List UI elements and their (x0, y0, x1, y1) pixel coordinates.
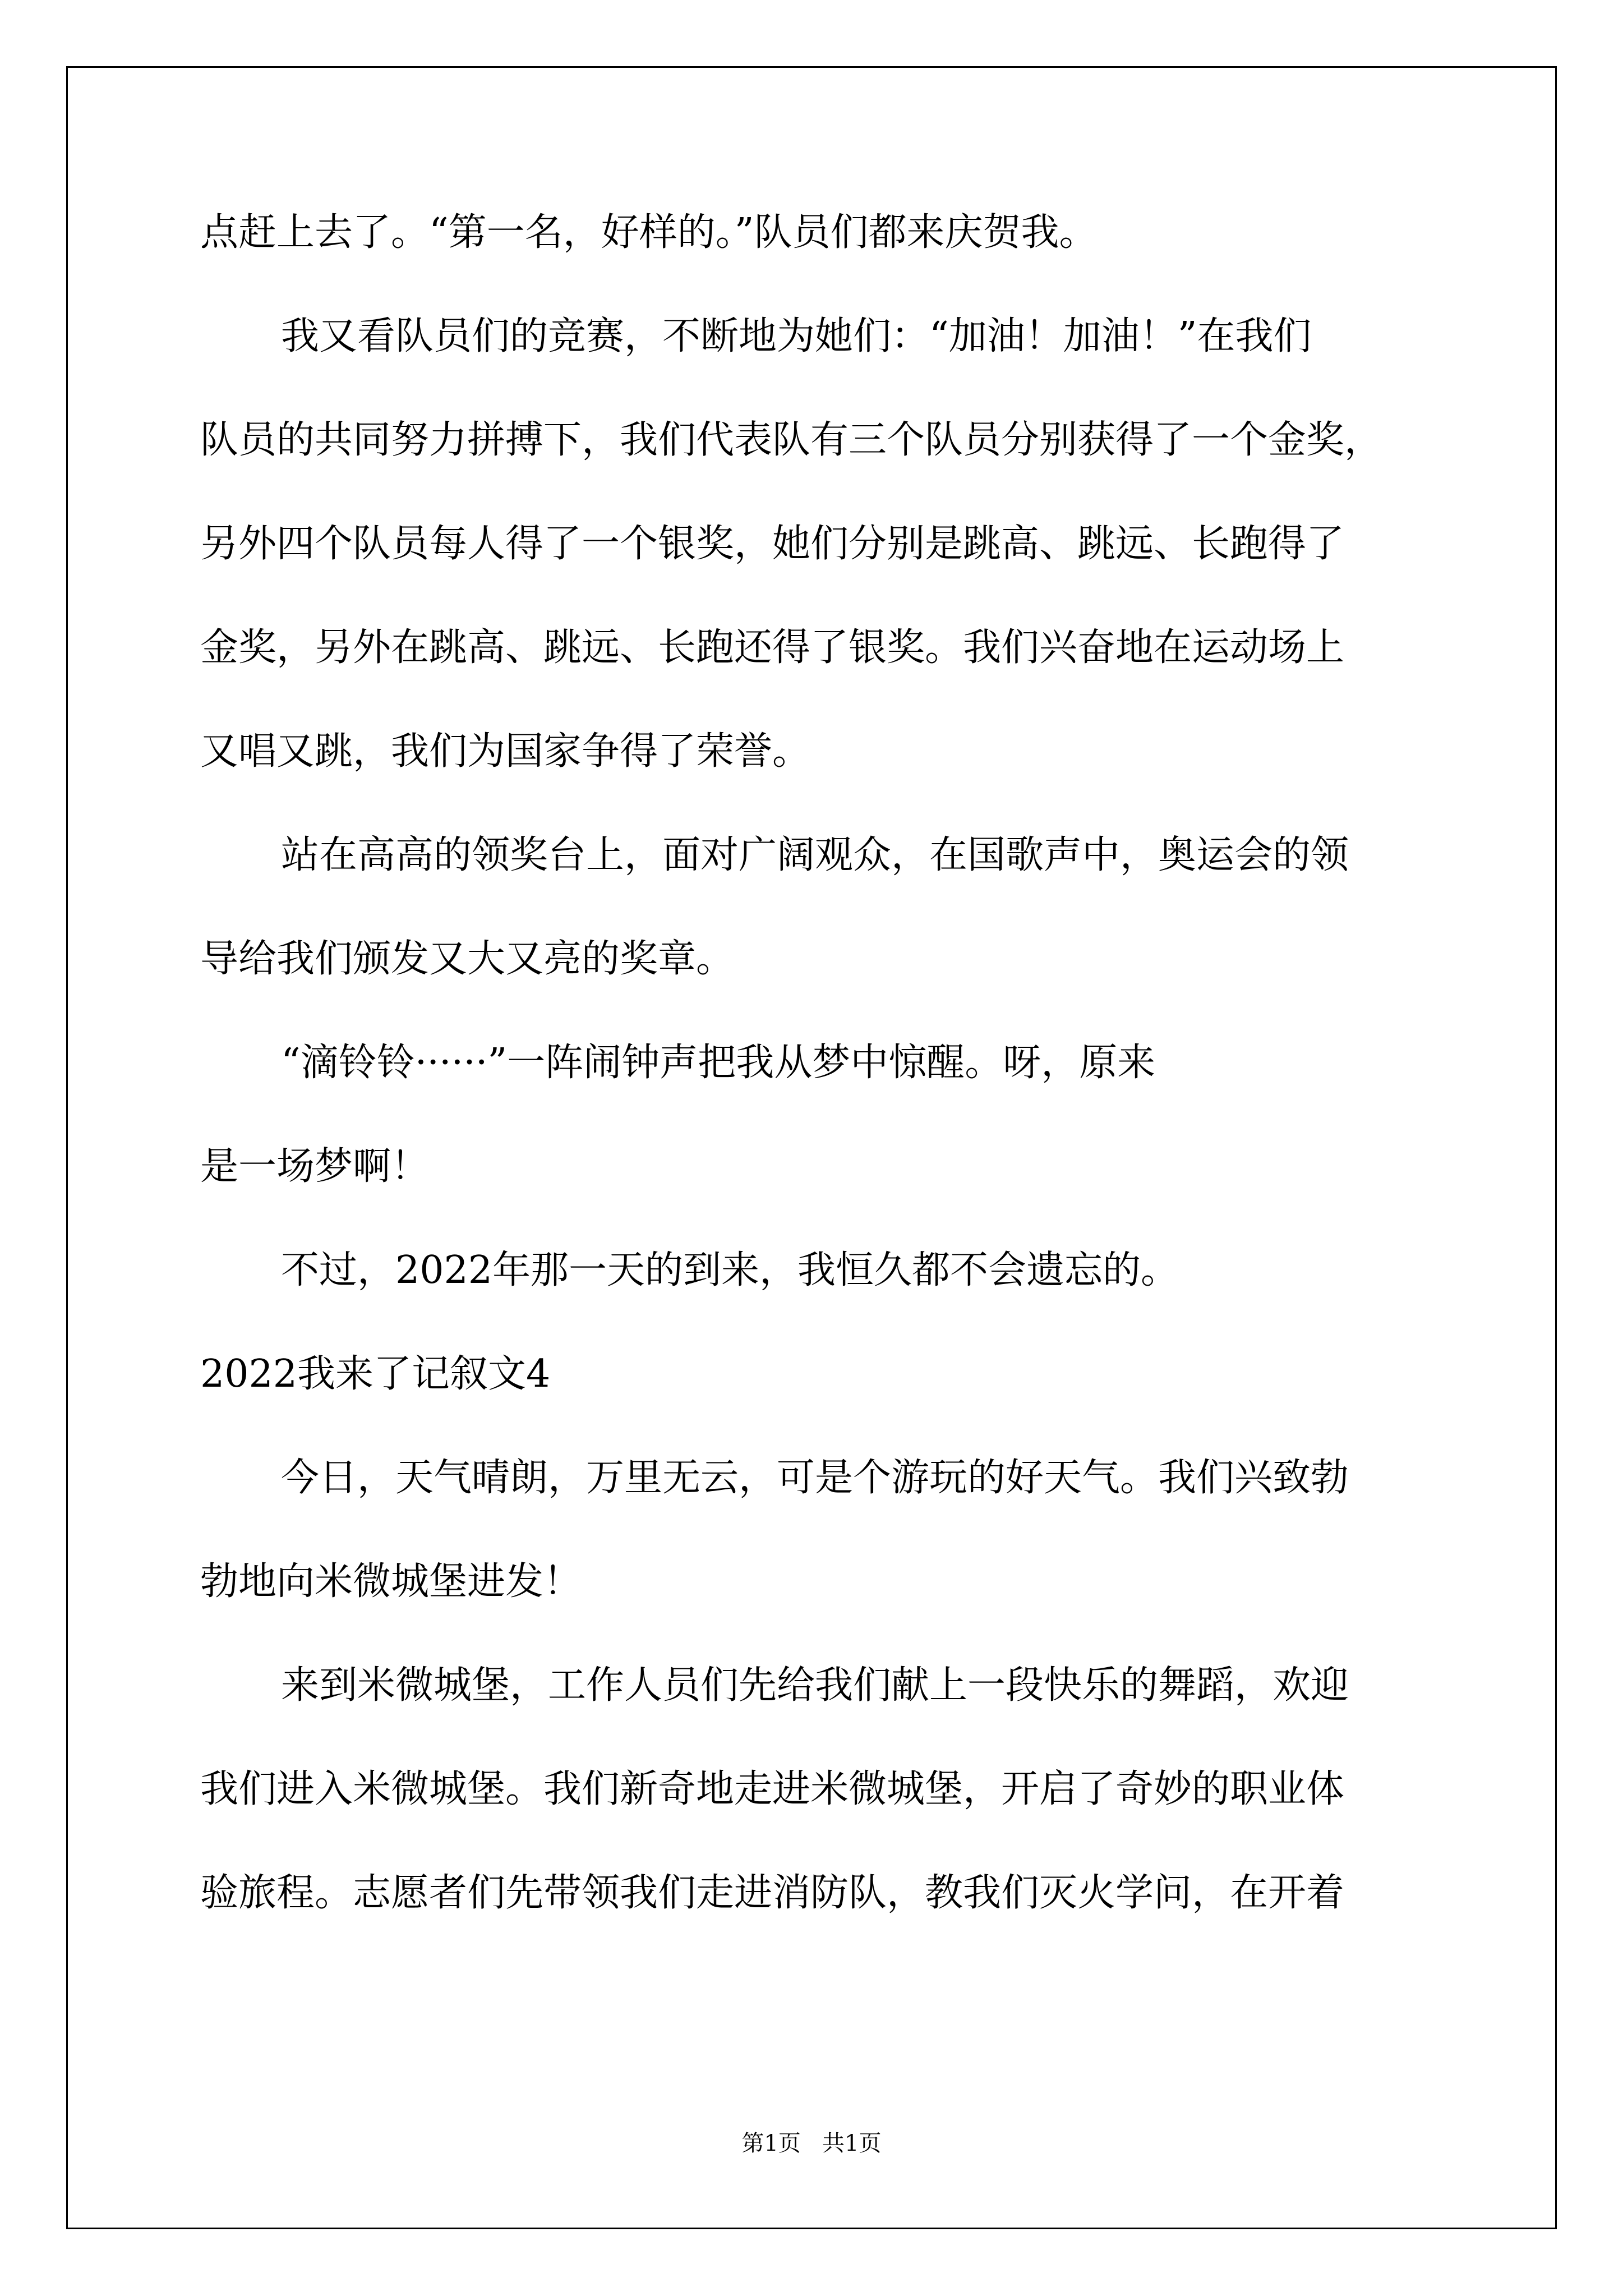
page-footer: 第1页 共1页 (741, 2131, 882, 2156)
text-line-11: 不过，2022年那一天的到来，我恒久都不会遗忘的。 (281, 1248, 1179, 1292)
text-line-9: “滴铃铃······”一阵闹钟声把我从梦中惊醒。呀，原来 (281, 1041, 1156, 1085)
text-line-4: 另外四个队员每人得了一个银奖，她们分别是跳高、跳远、长跑得了 (200, 522, 1345, 566)
text-line-7: 站在高高的领奖台上，面对广阔观众，在国歌声中，奥运会的领 (281, 833, 1349, 877)
text-line-13: 今日，天气晴朗，万里无云，可是个游玩的好天气。我们兴致勃 (281, 1456, 1349, 1500)
text-line-10: 是一场梦啊！ (200, 1144, 430, 1189)
text-line-14: 勃地向米微城堡进发！ (200, 1559, 582, 1604)
text-line-8: 导给我们颁发又大又亮的奖章。 (200, 937, 735, 981)
text-line-6: 又唱又跳，我们为国家争得了荣誉。 (200, 729, 811, 774)
text-line-1: 点赶上去了。“第一名，好样的。”队员们都来庆贺我。 (200, 210, 1098, 255)
text-line-2: 我又看队员们的竞赛，不断地为她们：“加油！加油！”在我们 (281, 314, 1312, 358)
text-line-5: 金奖，另外在跳高、跳远、长跑还得了银奖。我们兴奋地在运动场上 (200, 625, 1345, 670)
text-line-3: 队员的共同努力拼搏下，我们代表队有三个队员分别获得了一个金奖， (200, 418, 1383, 462)
text-line-15: 来到米微城堡，工作人员们先给我们献上一段快乐的舞蹈，欢迎 (281, 1663, 1349, 1708)
section-heading: 2022我来了记叙文4 (200, 1352, 551, 1396)
text-line-17: 验旅程。志愿者们先带领我们走进消防队，教我们灭火学问，在开着 (200, 1871, 1345, 1915)
text-line-16: 我们进入米微城堡。我们新奇地走进米微城堡，开启了奇妙的职业体 (200, 1767, 1345, 1811)
